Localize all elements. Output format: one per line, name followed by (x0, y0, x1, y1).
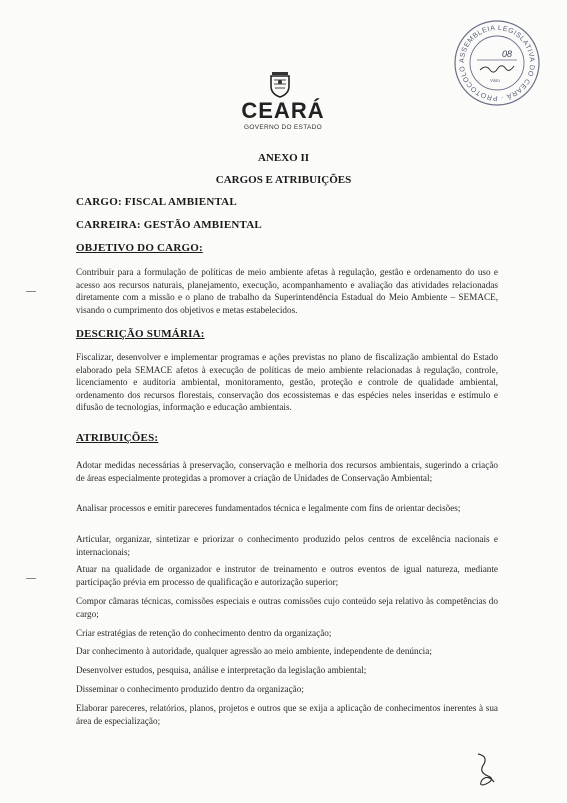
atribuicao-item: Criar estratégias de retenção do conhecimento dentro da organização; (76, 628, 332, 638)
atribuicao-item: Compor câmaras técnicas, comissões especiais e outras comissões cujo conteúdo seja relativo às competências do cargo; (76, 596, 498, 619)
atribuicao-item: Disseminar o conhecimento produzido dentro da organização; (76, 684, 304, 694)
stamp-ring-text: ASSEMBLEIA LEGISLATIVA DO CEARÁ · PROTOCOLO (458, 24, 536, 102)
stamp-signature (480, 66, 514, 72)
atribuicao-item: Analisar processos e emitir pareceres fundamentados técnica e legalmente com fins de orientar decisões; (76, 503, 461, 513)
brand-subtitle: GOVERNO DO ESTADO (244, 124, 322, 131)
cargo-heading: CARGO: FISCAL AMBIENTAL (76, 196, 237, 208)
protocol-stamp (452, 18, 542, 108)
state-coat-of-arms-icon (265, 68, 295, 98)
initials-signature (470, 750, 500, 790)
descricao-heading: DESCRIÇÃO SUMÁRIA: (76, 328, 205, 340)
document-title: CARGOS E ATRIBUIÇÕES (215, 174, 352, 186)
atribuicao-item: Dar conhecimento à autoridade, qualquer agressão ao meio ambiente, independente de denúncia; (76, 646, 432, 656)
objetivo-heading: OBJETIVO DO CARGO: (76, 242, 203, 254)
brand-name: CEARÁ (241, 98, 325, 123)
carreira-heading: CARREIRA: GESTÃO AMBIENTAL (76, 219, 262, 231)
atribuicao-item: Adotar medidas necessárias à preservação, conservação e melhoria dos recursos ambientais, sugerindo a criação de áreas especialmente protegidas a promover a criação de Unidades de Conservação Ambiental; (76, 460, 498, 483)
stamp-label: Visto (490, 78, 500, 83)
atribuicao-item: Articular, organizar, sintetizar e priorizar o conhecimento produzido pelos centros de excelência nacionais e internacionais; (76, 534, 498, 557)
atribuicao-item: Elaborar pareceres, relatórios, planos, projetos e outros que se exija a aplicação de conhecimentos inerentes à sua área de especialização; (76, 703, 498, 726)
atribuicao-item: Atuar na qualidade de organizador e instrutor de treinamento e outros eventos de igual natureza, mediante participação prévia em processo de qualificação e autorização superior; (76, 564, 498, 587)
stamp-folio: 08 (502, 49, 513, 59)
descricao-text: Fiscalizar, desenvolver e implementar programas e ações previstas no plano de fiscalização ambiental do Estado elaborado pela SEMACE afetos à execução de políticas de meio ambiente relacionadas à regulação, controle, licenciamento e auditoria ambiental, monitoramento, gestão, proteção e controle de qualidade ambiental, ordenamento dos recursos florestais, conservação dos ecossistemas e das espécies neles inseridas e estímulo e difusão de tecnologias, informação e educação ambientais. (76, 352, 498, 413)
atribuicao-item: Desenvolver estudos, pesquisa, análise e interpretação da legislação ambiental; (76, 665, 367, 675)
margin-mark (26, 291, 36, 292)
margin-mark (26, 578, 36, 579)
objetivo-text: Contribuir para a formulação de políticas de meio ambiente afetas à regulação, gestão e ordenamento do uso e acesso aos recursos naturais, planejamento, execução, acompanhamento e avaliação das atividades relacionadas diretamente com a missão e o plano de trabalho da Superintendência Estadual do Meio Ambiente – SEMACE, visando o cumprimento dos objetivos e metas estabelecidos. (76, 267, 498, 315)
atribuicoes-heading: ATRIBUIÇÕES: (76, 432, 159, 444)
annex-number: ANEXO II (257, 152, 310, 164)
